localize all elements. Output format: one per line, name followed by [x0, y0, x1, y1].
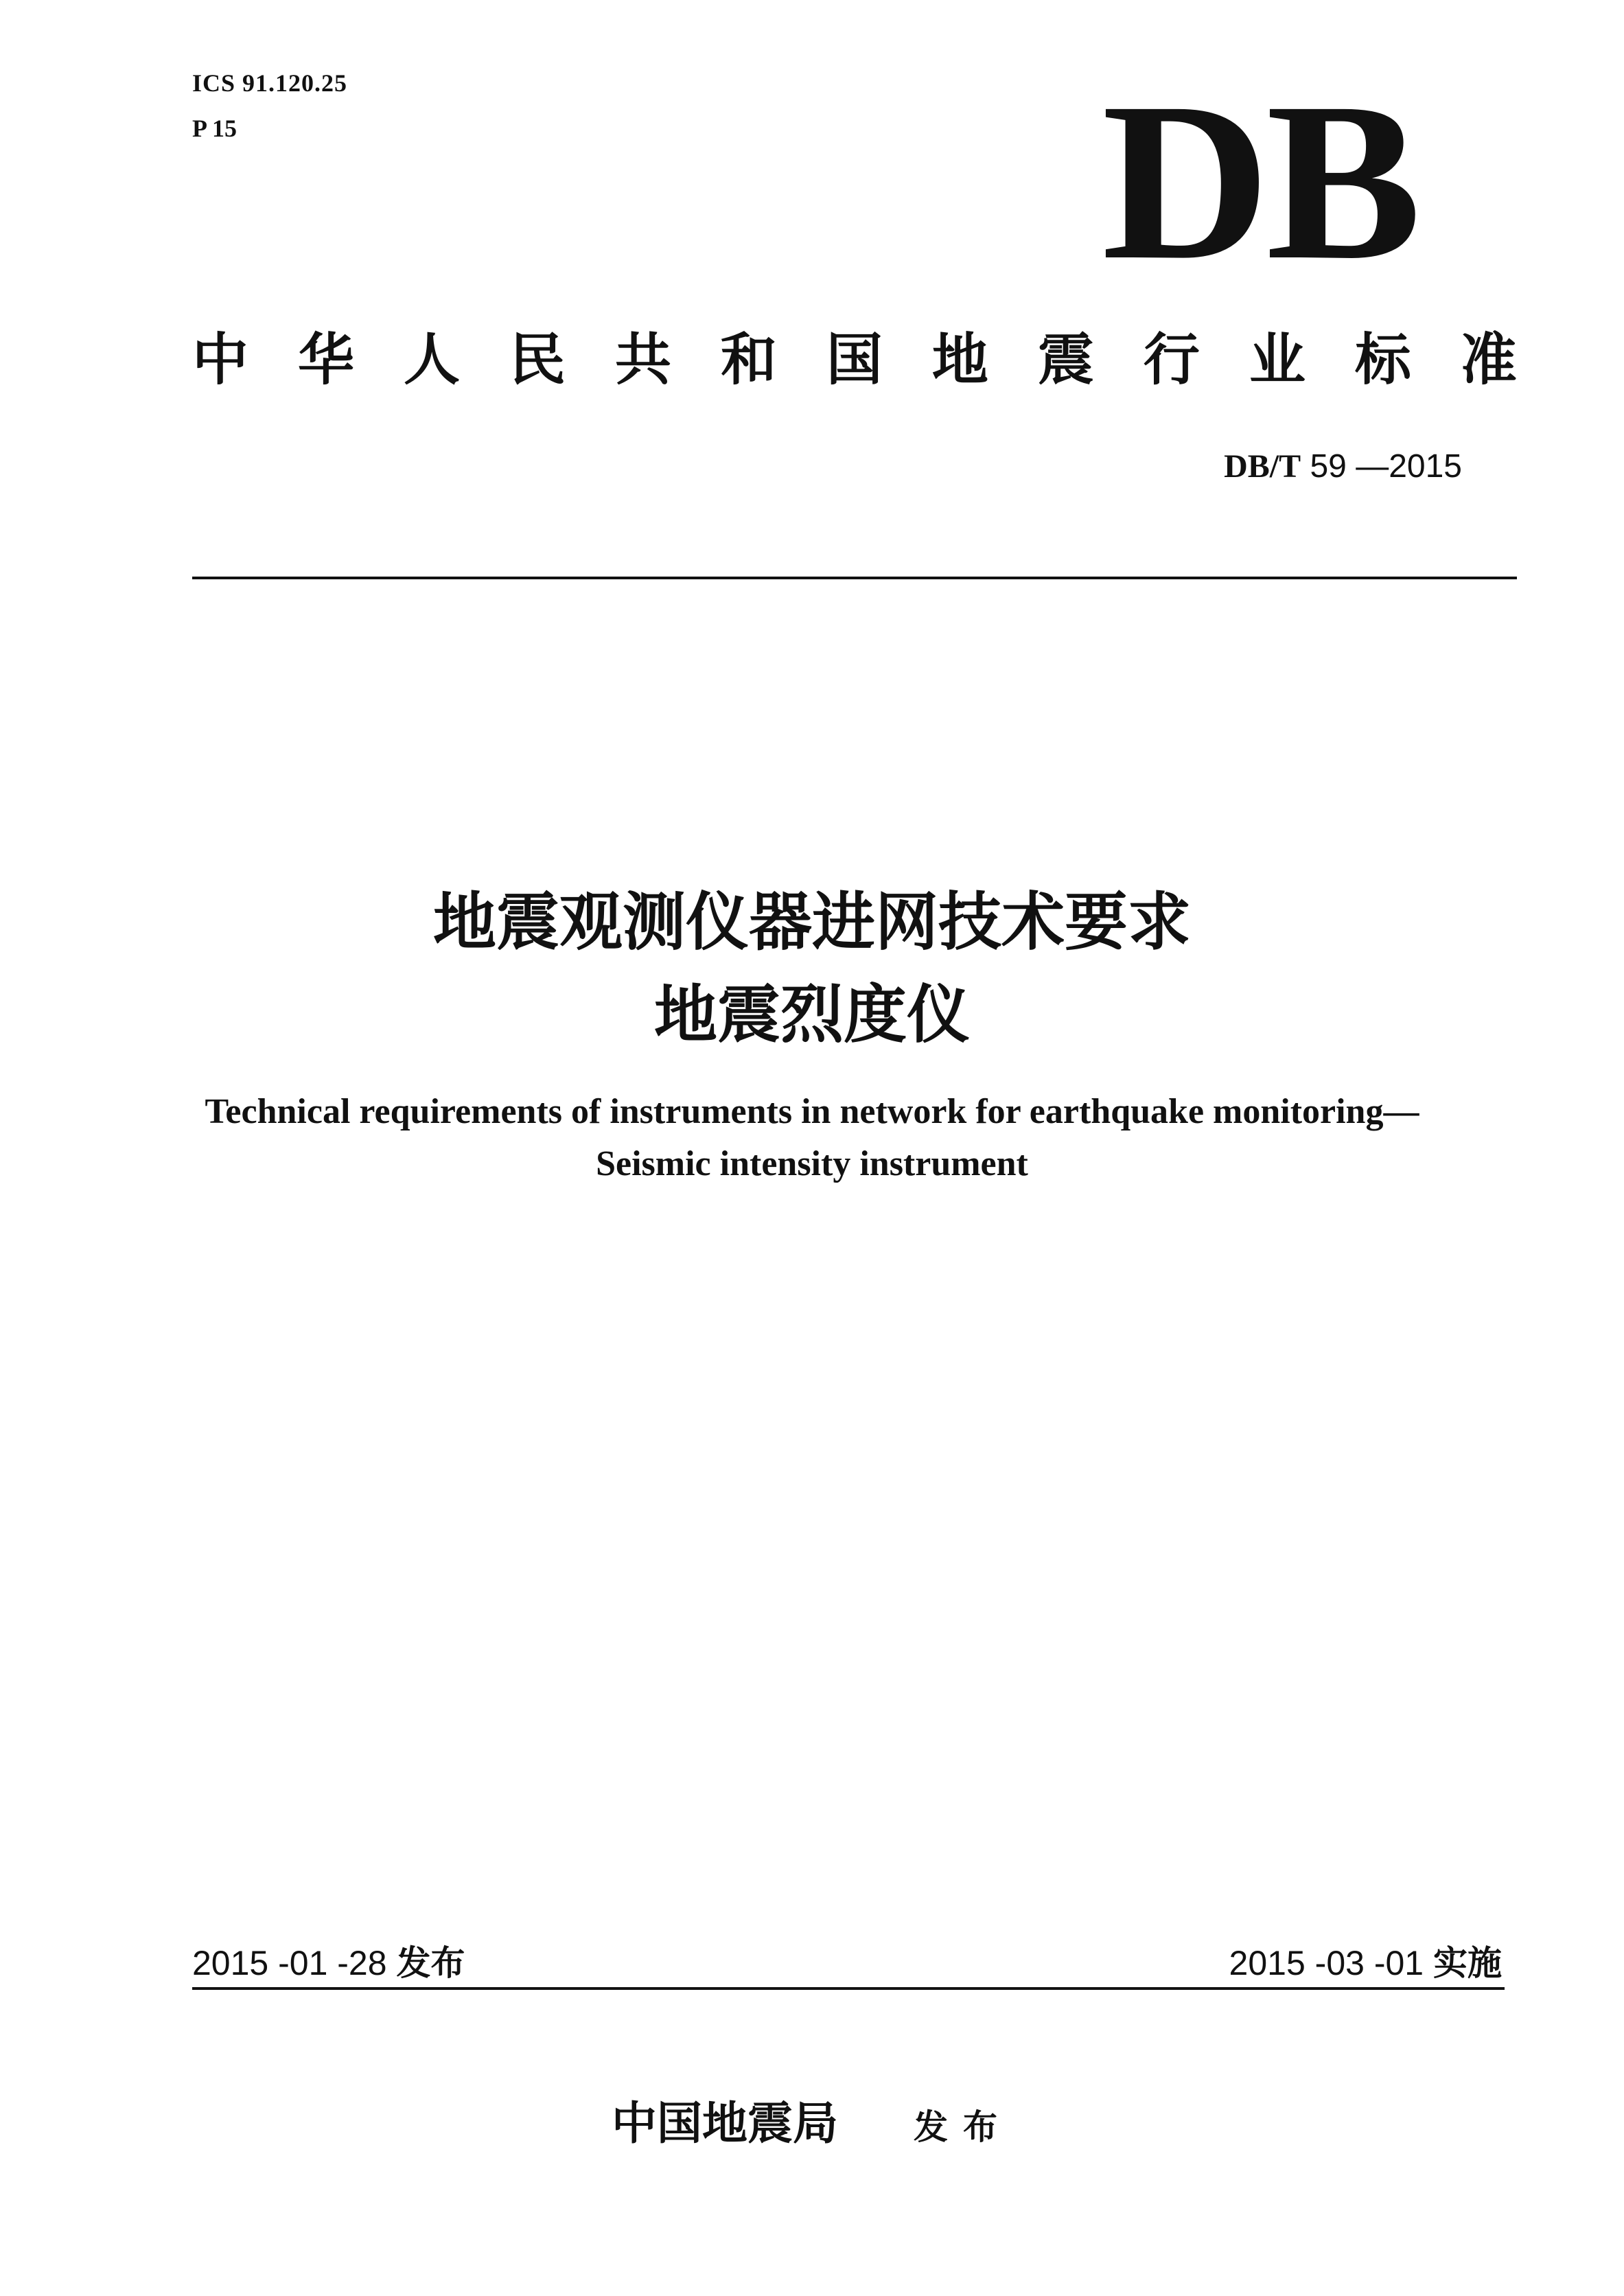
ics-code: ICS 91.120.25 — [192, 69, 348, 97]
document-title-en-line2: Seismic intensity instrument — [596, 1144, 1028, 1183]
document-title-cn-line2: 地震烈度仪 — [653, 978, 970, 1052]
standard-category-char: 民 — [509, 327, 566, 393]
issuer-label: 发布 — [914, 2107, 1012, 2147]
standard-category-char: 人 — [403, 327, 460, 393]
standard-category-char: 行 — [1143, 327, 1200, 393]
standard-category-char: 共 — [614, 327, 671, 393]
standard-category-char: 地 — [931, 327, 988, 393]
ccs-code: P 15 — [192, 115, 237, 142]
release-date-block — [192, 1936, 465, 1985]
standard-number-prefix: DB/T — [1224, 448, 1301, 485]
implement-label: 实施 — [1433, 1943, 1502, 1983]
document-title-cn-line1: 地震观测仪器进网技术要求 — [432, 885, 1191, 959]
standard-category-char: 业 — [1249, 327, 1306, 393]
standard-category-char: 标 — [1354, 327, 1411, 393]
implement-date-block — [1229, 1936, 1502, 1985]
standard-number — [1224, 448, 1462, 485]
standard-number-value: 59 —2015 — [1310, 448, 1462, 485]
db-logo-text: DB — [1102, 76, 1417, 275]
release-label: 发布 — [396, 1943, 465, 1983]
implement-date: 2015 -03 -01 — [1229, 1944, 1424, 1982]
standard-category-char: 中 — [192, 327, 249, 393]
standard-category-char: 和 — [720, 327, 777, 393]
issuer-block — [0, 2087, 1624, 2152]
release-date: 2015 -01 -28 — [192, 1944, 387, 1982]
standard-category-char: 震 — [1037, 327, 1094, 393]
issuer-name: 中国地震局 — [612, 2097, 838, 2150]
header-divider — [192, 577, 1517, 579]
footer-divider — [192, 1987, 1505, 1990]
standard-category-char: 国 — [826, 327, 883, 393]
standard-category-title — [192, 323, 1517, 398]
standard-category-char: 准 — [1460, 327, 1517, 393]
standard-category-char: 华 — [297, 327, 354, 393]
db-logo — [1098, 76, 1421, 275]
document-title-en-line1: Technical requirements of instruments in network for earthquake monitoring— — [205, 1092, 1419, 1131]
